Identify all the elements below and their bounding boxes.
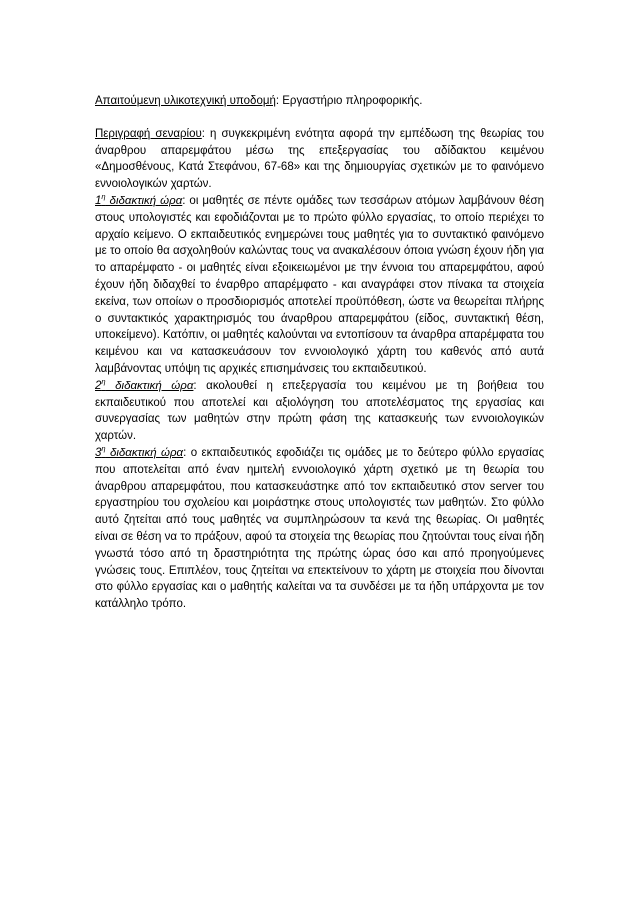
hour-3-paragraph	[95, 445, 544, 613]
requirement-paragraph	[95, 93, 544, 110]
hour-2-text: : ακολουθεί η επεξεργασία του κειμένου με τη βοήθεια του εκπαιδευτικού που αποτελεί και αξιολόγηση του αποτελέσματος της εργασίας και συνεργασίας των μαθητών στην πρώτη φάση της κατασκευής των εννοιολογικών χαρτών.	[95, 379, 544, 443]
hour-2-paragraph	[95, 378, 544, 445]
requirement-text: : Εργαστήριο πληροφορικής.	[275, 95, 423, 107]
hour-1-number: 1	[95, 194, 102, 207]
hour-3-label: διδακτική ώρα	[105, 446, 184, 459]
hour-3-ordinal: η	[101, 444, 106, 454]
scenario-text: : η συγκεκριμένη ενότητα αφορά την εμπέδωση της θεωρίας του άναρθρου απαρεμφάτου μέσω της επεξεργασίας του αδίδακτου κειμένου «Δημοσθένους, Κατά Στεφάνου, 67-68» και της δημιουργίας σχετικών με το φαινόμενο εννοιολογικών χαρτών.	[95, 127, 544, 191]
hour-1-text: : οι μαθητές σε πέντε ομάδες των τεσσάρων ατόμων λαμβάνουν θέση στους υπολογιστές και εφοδιάζονται με το πρώτο φύλλο εργασίας, το οποίο περιέχει το αρχαίο κείμενο. Ο εκπαιδευτικός ενημερώνει τους μαθητές για το συντακτικό φαινόμενο με το οποίο θα ασχοληθούν καλώντας τους να ανακαλέσουν όποια γνώση έχουν ήδη για το απαρέμφατο - οι μαθητές είναι εξοικειωμένοι με την έννοια του απαρεμφάτου, αφού έχουν ήδη διδαχθεί το έναρθρο απαρέμφατο - και αναγράφει στον πίνακα τα στοιχεία εκείνα, των οποίων ο προσδιορισμός αποτελεί προϋπόθεση, ώστε να θεωρείται πλήρης ο συντακτικός χαρακτηρισμός του άναρθρου απαρεμφάτου (είδος, συντακτική θέση, υποκείμενο). Κατόπιν, οι μαθητές καλούνται να εντοπίσουν τα άναρθρα απαρέμφατα του κειμένου και να κατασκευάσουν τον εννοιολογικό χάρτη του καθενός από αυτά λαμβάνοντας υπόψη τις αρχικές επισημάνσεις του εκπαιδευτικού.	[95, 194, 544, 375]
requirement-label: Απαιτούμενη υλικοτεχνική υποδομή	[95, 95, 276, 107]
hour-1-label: διδακτική ώρα	[105, 194, 183, 207]
hour-2-number: 2	[95, 379, 102, 392]
hour-3-text: : ο εκπαιδευτικός εφοδιάζει τις ομάδες με το δεύτερο φύλλο εργασίας που αποτελείται από έναν ημιτελή εννοιολογικό χάρτη σχετικό με τη θεωρία του άναρθρου απαρεμφάτου, που κατασκευάστηκε από τον εκπαιδευτικό στον server του εργαστηρίου του σχολείου και μοιράστηκε στους υπολογιστές των μαθητών. Στο φύλλο αυτό ζητείται από τους μαθητές να συμπληρώσουν τα κενά της θεωρίας. Οι μαθητές είναι σε θέση να το πράξουν, αφού τα στοιχεία της θεωρίας που ζητούνται τους είναι ήδη γνωστά τόσο από τη δραστηριότητα της πρώτης ώρας όσο και από προηγούμενες γνώσεις τους. Επιπλέον, τους ζητείται να επεκτείνουν το χάρτη με στοιχεία που δίνονται στο φύλλο εργασίας και ο μαθητής καλείται να τα συνδέσει με τα ήδη υπάρχοντα με τον κατάλληλο τρόπο.	[95, 446, 544, 611]
hour-2-heading	[95, 376, 194, 392]
hour-1-heading	[95, 192, 183, 207]
hour-3-number: 3	[95, 446, 102, 459]
document-body	[95, 93, 544, 613]
hour-1-paragraph	[95, 193, 544, 378]
hour-3-heading	[95, 444, 184, 459]
hour-2-ordinal: η	[101, 376, 106, 386]
scenario-paragraph	[95, 126, 544, 193]
hour-2-label: διδακτική ώρα	[105, 379, 194, 392]
hour-1-ordinal: η	[101, 192, 106, 202]
scenario-label: Περιγραφή σεναρίου	[95, 127, 202, 140]
